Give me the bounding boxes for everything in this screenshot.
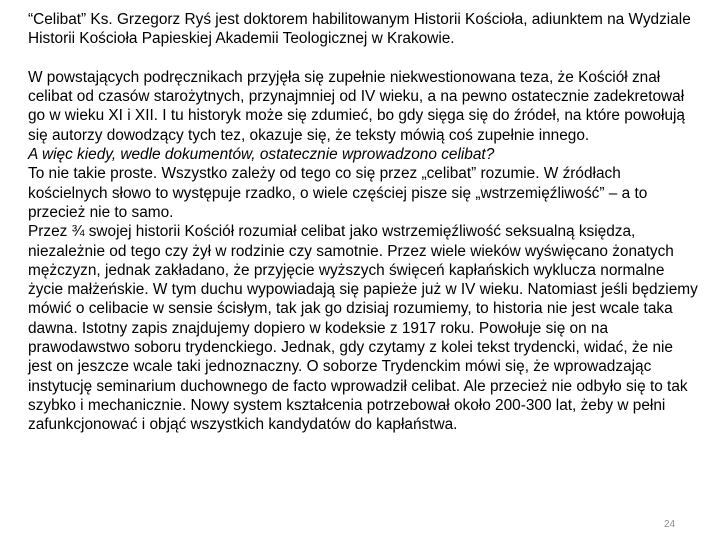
paragraph-spacer [28, 49, 700, 68]
page-number: 24 [664, 519, 676, 530]
answer-paragraph-2: Przez ¾ swojej historii Kościół rozumiał celibat jako wstrzemięźliwość seksualną księdza, niezależnie od tego czy żył w rodzinie czy samotnie. Przez wiele wieków wyświęcano żonatych mężczyzn, jednak zakładano, że przyjęcie wyższych święceń kapłańskich wyklucza normalne życie małżeńskie. W tym duchu wypowiadają się papieże już w IV wieku. Natomiast jeśli będziemy mówić o celibacie w sensie ścisłym, tak jak go dzisiaj rozumiemy, to historia nie jest wcale taka dawna. Istotny zapis znajdujemy dopiero w kodeksie z 1917 roku. Powołuje się on na prawodawstwo soboru trydenckiego. Jednak, gdy czytamy z kolei tekst trydencki, widać, że nie jest on jeszcze wcale taki jednoznaczny. O soborze Trydenckim mówi się, że wprowadzając instytucję seminarium duchownego de facto wprowadził celibat. Ale przecież nie odbyło się to tak szybko i mechanicznie. Nowy system kształcenia potrzebował około 200-300 lat, żeby w pełni zafunkcjonować i objąć wszystkich kandydatów do kapłaństwa. [28, 223, 698, 434]
answer-paragraph-1: To nie takie proste. Wszystko zależy od tego co się przez „celibat” rozumie. W źródłach kościelnych słowo to występuje rzadko, o wiele częściej pisze się „wstrzemięźliwość” – a to przecież nie to samo. [28, 165, 648, 221]
thesis-paragraph: W powstających podręcznikach przyjęła się zupełnie niekwestionowana teza, że Kościół znał celibat od czasów starożytnych, przynajmniej od IV wieku, a na pewno ostatecznie zadekretował go w wieku XI i XII. I tu historyk może się zdumieć, bo gdy sięga się do źródeł, na które powołują się autorzy dowodzący tych tez, okazuje się, że teksty mówią coś zupełnie innego. [28, 68, 685, 144]
interview-question: A więc kiedy, wedle dokumentów, ostatecznie wprowadzono celibat? [28, 146, 495, 164]
slide-body-text [28, 10, 700, 435]
author-intro-paragraph: “Celibat” Ks. Grzegorz Ryś jest doktorem habilitowanym Historii Kościoła, adiunktem na Wydziale Historii Kościoła Papieskiej Akademii Teologicznej w Krakowie. [28, 11, 691, 48]
